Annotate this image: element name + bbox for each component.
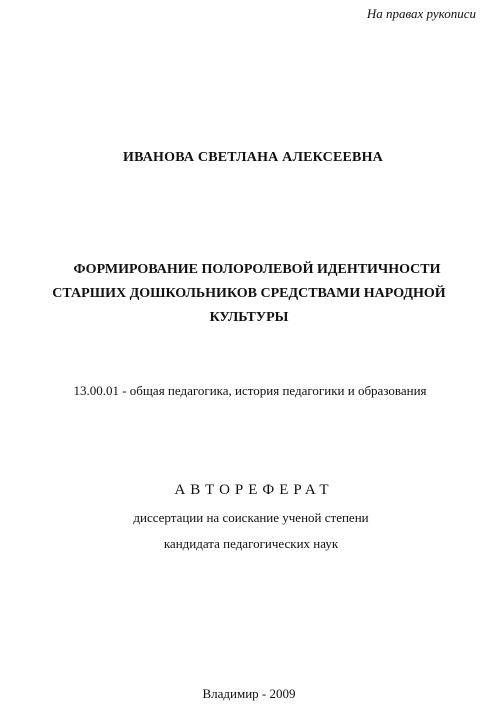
thesis-title	[0, 258, 498, 330]
document-type-heading: АВТОРЕФЕРАТ	[174, 482, 334, 498]
thesis-title-line-2: СТАРШИХ ДОШКОЛЬНИКОВ СРЕДСТВАМИ НАРОДНОЙ	[52, 286, 446, 301]
degree-subtitle-line-1: диссертации на соискание ученой степени	[133, 510, 369, 525]
thesis-title-line-1: ФОРМИРОВАНИЕ ПОЛОРОЛЕВОЙ ИДЕНТИЧНОСТИ	[73, 262, 441, 277]
place-and-year: Владимир - 2009	[202, 686, 296, 701]
degree-subtitle-line-2: кандидата педагогических наук	[163, 536, 339, 551]
author-name: ИВАНОВА СВЕТЛАНА АЛЕКСЕЕВНА	[123, 150, 383, 165]
specialty-code: 13.00.01 - общая педагогика, история педагогики и образования	[73, 383, 427, 398]
manuscript-note: На правах рукописи	[366, 6, 476, 21]
thesis-title-line-3: КУЛЬТУРЫ	[209, 310, 289, 325]
